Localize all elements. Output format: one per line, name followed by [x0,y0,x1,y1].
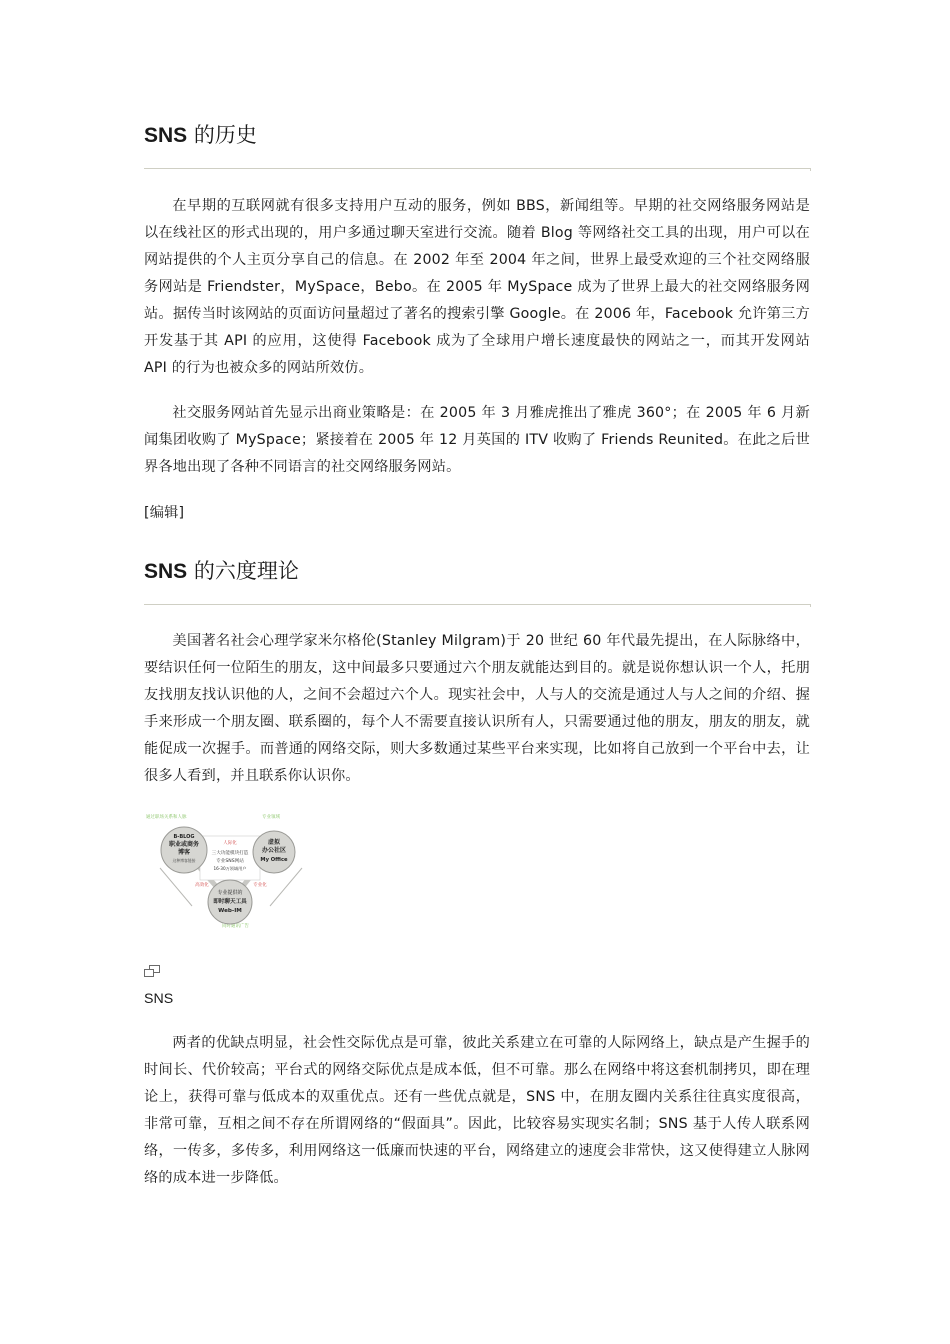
paragraph: 美国著名社会心理学家米尔格伦(Stanley Milgram)于 20 世纪 60 年代最先提出，在人际脉络中，要结识任何一位陌生的朋友，这中间最多只要通过六个朋友就能达到目的。就是说你想认识一个人，托朋友找朋友找认识他的人，之间不会超过六个人。现实社会中，人与人的交流是通过人与人之间的介绍、握手来形成一个朋友圈、联系圈的，每个人不需要直接认识所有人，只需要通过他的朋友，朋友的朋友，就能促成一次握手。而普通的网络交际，则大多数通过某些平台来实现，比如将自己放到一个平台中去，让很多人看到，并且联系你认识你。 [144,633,810,784]
paragraph: 在早期的互联网就有很多支持用户互动的服务，例如 BBS，新闻组等。早期的社交网络服务网站是以在线社区的形式出现的，用户多通过聊天室进行交流。随着 Blog 等网络社交工具的出现，用户可以在网站提供的个人主页分享自己的信息。在 2002 年至 2004 年之间，世界上最受欢迎的三个社交网络服务网站是 Friendster，MySpace，Bebo。在 2005 年 MySpace 成为了世界上最大的社交网络服务网站。据传当时该网站的页面访问量超过了著名的搜索引擎 Google。在 2006 年，Facebook 允许第三方开发基于其 API 的应用，这使得 Facebook 成为了全球用户增长速度最快的网站之一，而其开发网站 API 的行为也被众多的网站所效仿。 [144,198,810,376]
diagram-node-text: 职业或商务 [168,841,200,848]
heading-text: 的历史 [187,123,257,147]
diagram-note: 同时通讯广告 [222,924,249,929]
heading-latin: SNS [144,124,188,147]
section-divider [144,168,810,169]
heading-latin: SNS [144,560,188,583]
diagram-node-text: My Office [260,857,288,863]
enlarge-image-icon[interactable] [144,965,160,977]
diagram-node-text: 博客 [177,849,191,856]
heading-text: 的六度理论 [187,559,299,583]
diagram-center-text: 三大功能模块打造 [211,851,249,856]
diagram-arc-label: 高效化 [195,883,209,888]
diagram-node-text: 专业提供的 [217,890,243,896]
diagram-note: 通过职场关系和人脉 [146,815,187,820]
figure-caption: SNS [144,991,174,1007]
sns-diagram-image [144,810,318,930]
diagram-node-text: 虚拟 [267,839,281,846]
diagram-arc-label: 专业化 [253,883,267,888]
diagram-arc-label: 人际化 [223,841,237,846]
section-heading-six-degrees [144,557,299,586]
diagram-note: 专业领域 [262,815,280,820]
paragraph: 两者的优缺点明显，社会性交际优点是可靠，彼此关系建立在可靠的人际网络上，缺点是产生握手的时间长、代价较高；平台式的网络交际优点是成本低，但不可靠。那么在网络中将这套机制拷贝，即在理论上，获得可靠与低成本的双重优点。还有一些优点就是，SNS 中，在朋友圈内关系往往真实度很高，非常可靠，互相之间不存在所谓网络的“假面具”。因此，比较容易实现实名制；SNS 基于人传人联系网络，一传多，多传多，利用网络这一低廉而快速的平台，网络建立的速度会非常快，这又使得建立人脉网络的成本进一步降低。 [144,1035,810,1186]
edit-link[interactable]: [编辑] [144,505,185,521]
section-heading-history [144,121,257,150]
diagram-node-text: B-BLOG [173,834,195,840]
diagram-center-text: 16-30万领域用户 [213,866,247,871]
diagram-node-text: 这种博客链接 [172,858,196,863]
section-divider [144,604,810,605]
diagram-node-text: Web-IM [218,908,242,914]
diagram-node-text: 即时聊天工具 [213,899,247,905]
diagram-center-text: 专业SNS网站 [216,859,244,864]
diagram-node-text: 办公社区 [261,847,287,854]
paragraph: 社交服务网站首先显示出商业策略是：在 2005 年 3 月雅虎推出了雅虎 360°；在 2005 年 6 月新闻集团收购了 MySpace；紧接着在 2005 年 12 月英国的 ITV 收购了 Friends Reunited。在此之后世界各地出现了各种不同语言的社交网络服务网站。 [144,405,810,475]
